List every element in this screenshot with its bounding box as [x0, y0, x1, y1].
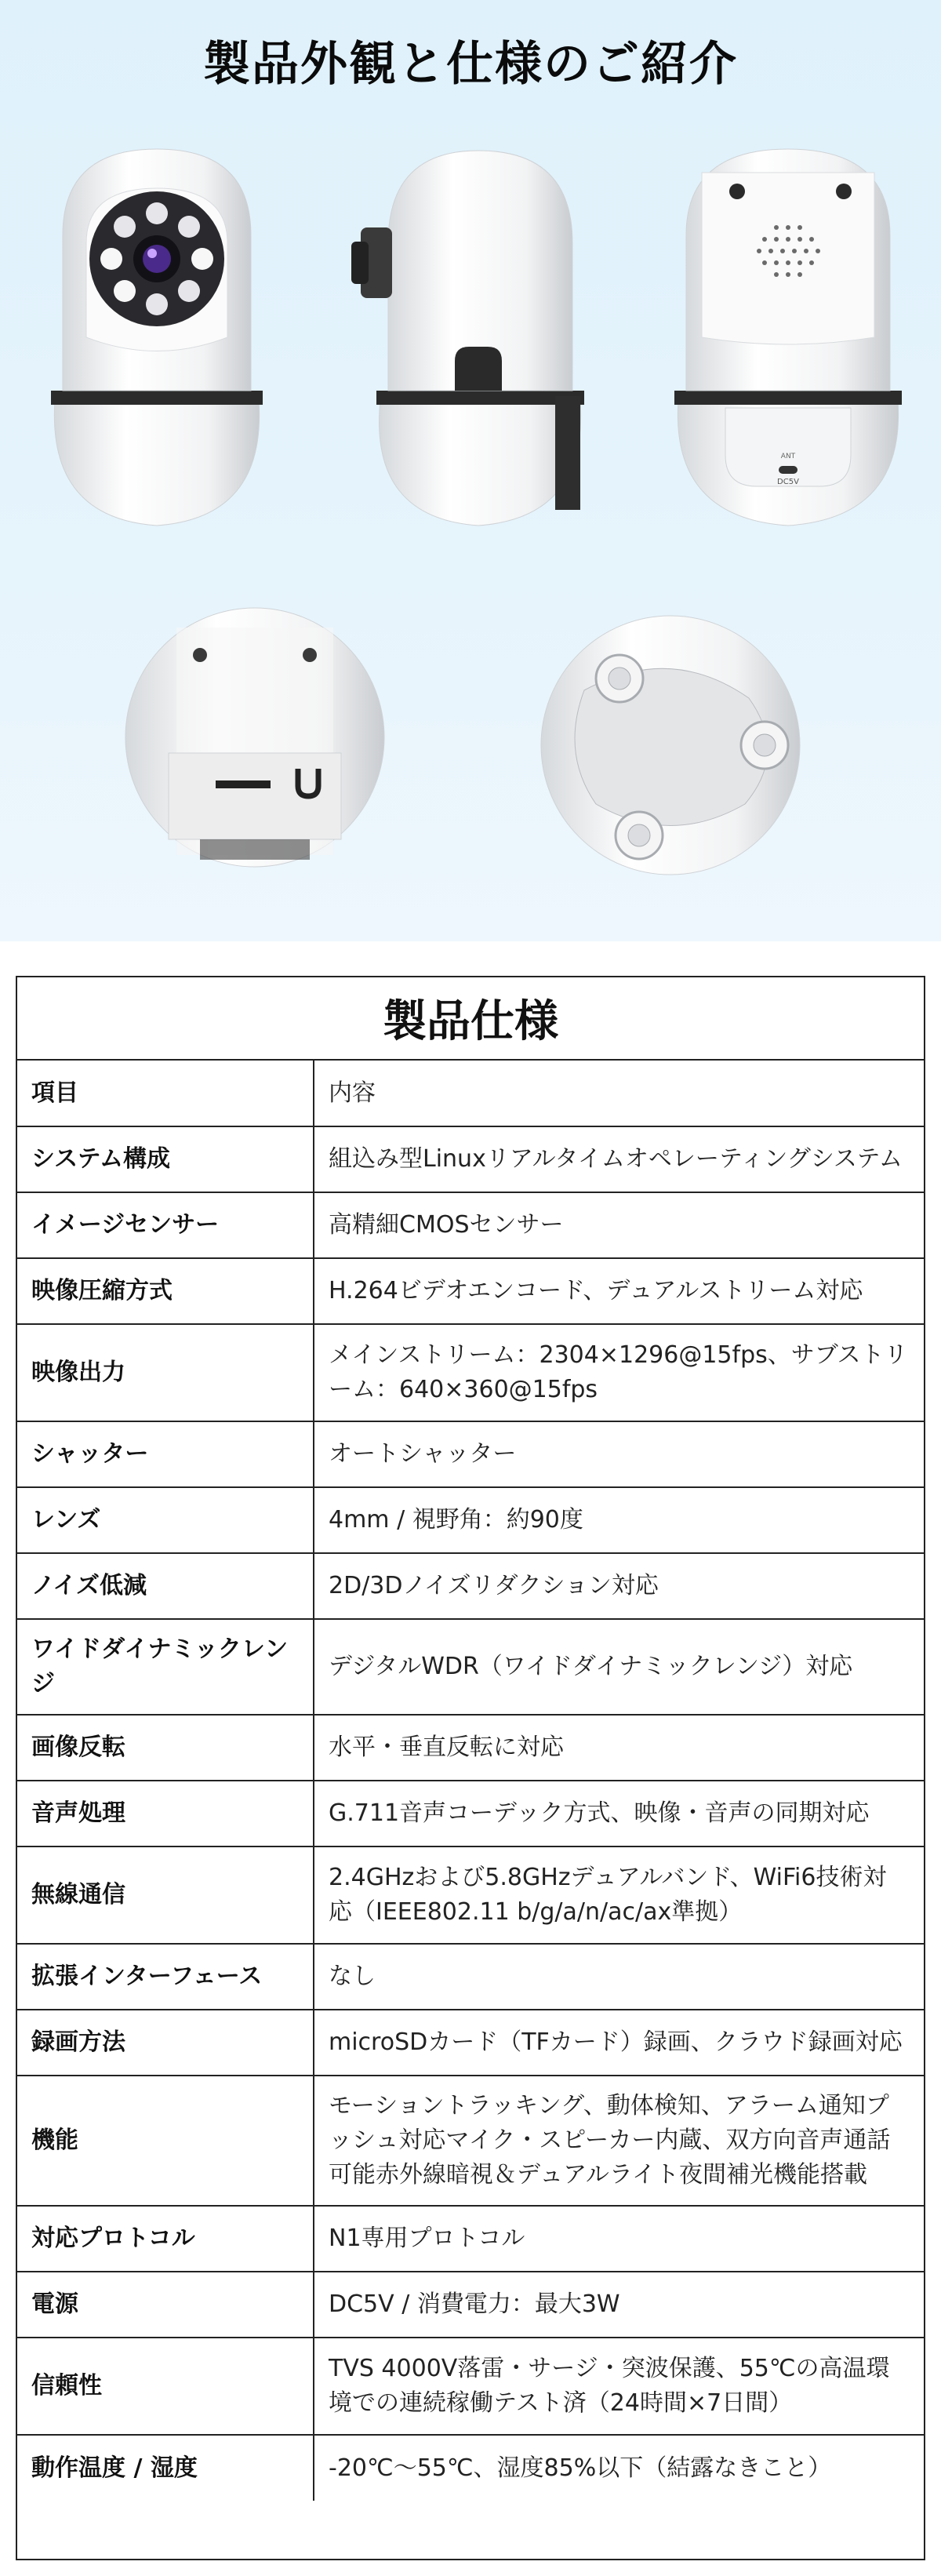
spec-value: 内容	[329, 1079, 376, 1107]
spec-key: 映像圧縮方式	[17, 1258, 314, 1324]
table-row	[17, 1944, 924, 2010]
spec-value: モーショントラッキング、動体検知、アラーム通知プッシュ対応マイク・スピーカー内蔵、双方向音声通話可能赤外線暗視＆デュアルライト夜間補光機能搭載	[314, 2076, 924, 2206]
table-row	[17, 1421, 924, 1487]
spec-value: メインストリーム：2304×1296@15fps、サブストリーム：640×360@15fps	[314, 1324, 924, 1421]
spec-key: 電源	[17, 2272, 314, 2338]
port-label-dc5v: DC5V	[777, 478, 799, 486]
table-row	[17, 1061, 924, 1126]
spec-value: 2D/3Dノイズリダクション対応	[314, 1553, 924, 1619]
table-row	[17, 1781, 924, 1846]
spec-value: なし	[314, 1944, 924, 2010]
spec-value: microSDカード（TFカード）録画、クラウド録画対応	[314, 2010, 924, 2076]
table-row	[17, 1192, 924, 1258]
section-title: 製品外観と仕様のご紹介	[203, 37, 738, 92]
table-row	[17, 1553, 924, 1619]
spec-key: 信頼性	[17, 2338, 314, 2435]
spec-value: H.264ビデオエンコード、デュアルストリーム対応	[314, 1258, 924, 1324]
spec-key: 対応プロトコル	[17, 2206, 314, 2272]
spec-key: ワイドダイナミックレンジ	[17, 1619, 314, 1715]
spec-key: レンズ	[17, 1487, 314, 1553]
table-row	[17, 2338, 924, 2435]
table-row	[17, 1487, 924, 1553]
camera-side-view	[345, 141, 604, 541]
camera-front-view	[31, 141, 282, 541]
table-row	[17, 1619, 924, 1715]
spec-value: 高精細CMOSセンサー	[314, 1192, 924, 1258]
table-row	[17, 1715, 924, 1781]
spec-value: 2.4GHzおよび5.8GHzデュアルバンド、WiFi6技術対応（IEEE802.11 b/g/a/n/ac/ax準拠）	[314, 1846, 924, 1944]
table-row	[17, 2206, 924, 2272]
spec-key: 項目	[17, 1061, 314, 1126]
camera-back-view	[659, 141, 917, 541]
spec-value: -20℃〜55℃、湿度85%以下（結露なきこと）	[314, 2435, 924, 2501]
table-row	[17, 1324, 924, 1421]
spec-table-panel	[16, 976, 925, 2560]
spec-key: シャッター	[17, 1421, 314, 1487]
spec-key: ノイズ低減	[17, 1553, 314, 1619]
spec-value: 4mm / 視野角：約90度	[314, 1487, 924, 1553]
spec-value: G.711音声コーデック方式、映像・音声の同期対応	[314, 1781, 924, 1846]
spec-table-title: 製品仕様	[17, 977, 924, 1061]
table-row	[17, 2272, 924, 2338]
spec-key: 拡張インターフェース	[17, 1944, 314, 2010]
spec-value: DC5V / 消費電力：最大3W	[314, 2272, 924, 2338]
spec-value: N1専用プロトコル	[314, 2206, 924, 2272]
spec-value: デジタルWDR（ワイドダイナミックレンジ）対応	[314, 1619, 924, 1715]
spec-key: イメージセンサー	[17, 1192, 314, 1258]
spec-key: 動作温度 / 湿度	[17, 2435, 314, 2501]
table-row	[17, 2435, 924, 2501]
table-row	[17, 1126, 924, 1192]
table-row	[17, 2076, 924, 2206]
spec-value: 組込み型Linuxリアルタイムオペレーティングシステム	[314, 1126, 924, 1192]
spec-key: 画像反転	[17, 1715, 314, 1781]
camera-bottom-view	[529, 612, 819, 879]
spec-key: システム構成	[17, 1126, 314, 1192]
port-label-ant: ANT	[780, 453, 796, 460]
spec-key: 録画方法	[17, 2010, 314, 2076]
table-row	[17, 2010, 924, 2076]
spec-value: 水平・垂直反転に対応	[314, 1715, 924, 1781]
spec-value: オートシャッター	[314, 1421, 924, 1487]
table-row	[17, 1258, 924, 1324]
spec-key: 無線通信	[17, 1846, 314, 1944]
spec-key: 映像出力	[17, 1324, 314, 1421]
spec-table	[17, 1061, 924, 2501]
camera-top-view	[122, 604, 388, 871]
spec-key: 機能	[17, 2076, 314, 2206]
spec-value: TVS 4000V落雷・サージ・突波保護、55℃の高温環境での連続稼働テスト済（24時間×7日間）	[314, 2338, 924, 2435]
product-appearance-section	[0, 0, 941, 941]
table-row	[17, 1846, 924, 1944]
spec-key: 音声処理	[17, 1781, 314, 1846]
